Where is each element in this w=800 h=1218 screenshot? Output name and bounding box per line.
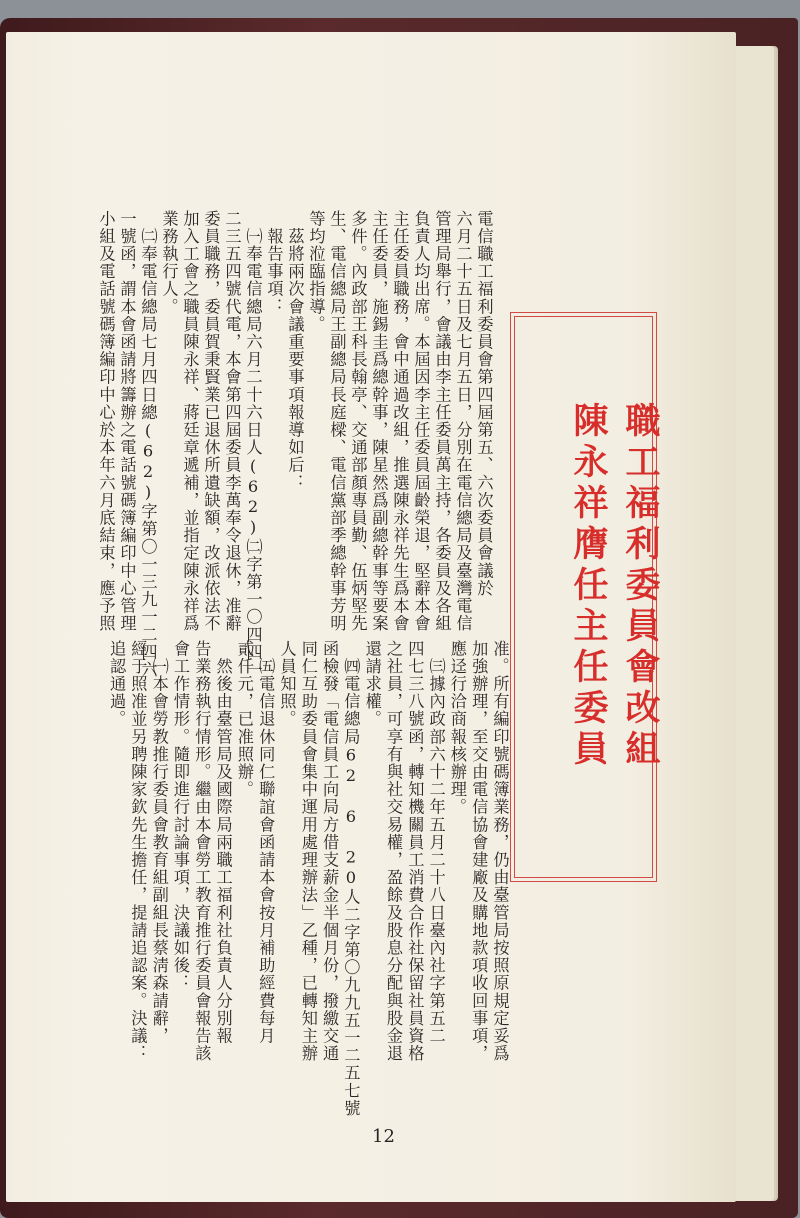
lower-column-9: 同仁互助委員會集中運用處理辦法」乙種，已轉知主辦	[298, 640, 318, 1063]
upper-column-7: 生、電信總局王副總局長庭樑、電信黨部季總幹事芳明	[327, 210, 347, 633]
page-number: 12	[372, 1126, 395, 1147]
lower-column-18: 追認通過。	[107, 640, 127, 728]
lower-column-10: 人員知照。	[277, 640, 297, 728]
lower-column-17: 經于照准並另聘陳家欽先生擔任，提請追認案。決議：	[128, 640, 148, 1063]
lower-column-3: ㈢據內政部六十二年五月二十八日臺內社字第五二	[426, 640, 446, 1045]
lower-column-15: 會工作情形。隨即進行討論事項，決議如後：	[171, 640, 190, 992]
lower-column-4: 四七三八號函，轉知機關員工消費合作社保留社員資格	[405, 640, 425, 1063]
lower-column-6: 還請求權。	[362, 640, 382, 728]
lower-column-5: 之社員，可享有與社交易權，盈餘及股息分配與股金退	[384, 640, 403, 1063]
upper-column-12: 二三五四號代電，本會第四屆委員李萬奉令退休，准辭	[222, 210, 242, 633]
lower-column-8: 函檢發「電信員工向局方借支薪金半個月份，撥繳交通	[320, 640, 340, 1063]
upper-column-4: 主任委員職務，會中通過改組，推選陳永祥先生爲本會	[390, 210, 410, 633]
upper-column-0: 電信職工福利委員會第四屆第五、六次委員會議於	[474, 210, 494, 598]
upper-column-16: ㈡奉電信總局七月四日總(62)字第〇一三九一二四六	[138, 210, 158, 679]
lower-column-1: 加強辦理，至交由電信協會建廠及購地款項收回事項，	[469, 640, 489, 1063]
lower-column-13: 然後由臺管局及國際局兩職工福利社負責人分別報	[213, 640, 233, 1045]
upper-column-17: 一號函，謂本會函請將籌辦之電話號碼簿編印中心管理	[117, 210, 137, 633]
book-page	[6, 32, 736, 1202]
upper-column-3: 負責人均出席。本屆因李主任委員屆齡榮退，堅辭本會	[411, 210, 431, 633]
lower-column-2: 應迳行洽商報核辦理。	[447, 640, 467, 816]
upper-column-11: ㈠奉電信總局六月二十六日人(62)㈡字第一〇四四一	[243, 210, 263, 679]
upper-column-6: 多件。內政部王科長翰亭、交通部顏專員勤、伍炳堅先	[348, 210, 368, 633]
upper-column-5: 主任委員，施錫圭爲總幹事，陳星然爲副總幹事等要案	[369, 210, 389, 633]
heading-line-2: 陳永祥膺任主任委員	[568, 402, 609, 771]
lower-column-7: ㈣電信總局62 6 20人二字第〇九九五一二五七號	[341, 640, 361, 1118]
upper-column-13: 委員職務，委員賀秉賢業已退休所遺缺額，改派依法不	[201, 210, 221, 633]
lower-column-12: 貳仟元，已准照辦。	[234, 640, 254, 799]
upper-column-9: 茲將兩次會議重要事項報導如后：	[285, 210, 305, 492]
upper-column-8: 等均涖臨指導。	[306, 210, 326, 334]
lower-column-11: ㈤電信退休同仁聯誼會函請本會按月補助經費每月	[256, 640, 276, 1045]
bleed-through	[656, 632, 736, 952]
lower-column-16: ㈠本會勞教推行委員會教育組副組長蔡淸森請辭，	[149, 640, 169, 1045]
upper-column-15: 業務執行人。	[159, 210, 179, 316]
upper-column-1: 六月二十五日及七月五日，分別在電信總局及臺灣電信	[453, 210, 473, 633]
upper-column-2: 管理局舉行，會議由李主任委員萬主持，各委員及各組	[432, 210, 452, 633]
lower-column-0: 准。所有編印號碼簿業務，仍由臺管局按照原規定妥爲	[490, 640, 510, 1063]
article-heading	[562, 402, 666, 771]
heading-line-1: 職工福利委員會改組	[620, 402, 661, 771]
upper-column-14: 加入工會之職員陳永祥、蔣廷章遞補，並指定陳永祥爲	[180, 210, 200, 633]
lower-column-14: 告業務執行情形。繼由本會勞工教育推行委員會報告該	[192, 640, 212, 1063]
upper-column-10: 報告事項：	[264, 210, 284, 316]
upper-column-18: 小組及電話號碼簿編印中心於本年六月底結束，應予照	[96, 210, 116, 633]
